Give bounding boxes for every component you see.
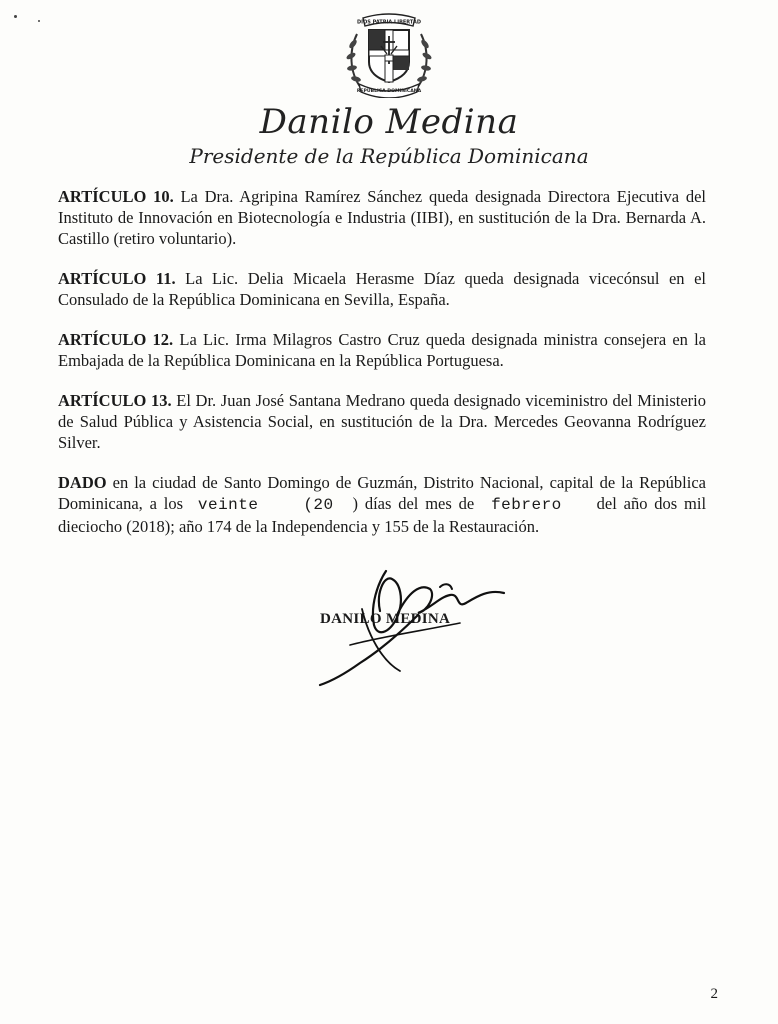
page-number: 2 [710, 986, 718, 1002]
article-label: ARTÍCULO 12. [58, 330, 174, 349]
article-paragraph [58, 186, 706, 249]
signer-name: DANILO MEDINA [320, 611, 451, 627]
seal-banner: REPÚBLICA DOMINICANA [356, 89, 422, 94]
article-label: ARTÍCULO 13. [58, 391, 172, 410]
typed-day-number: (20 [303, 496, 334, 514]
article-label: ARTÍCULO 11. [58, 269, 176, 288]
seal-motto: DIOS PATRIA LIBERTAD [357, 19, 421, 26]
article-text: La Dra. Agripina Ramírez Sánchez queda designada Directora Ejecutiva del Instituto de Innovación en Biotecnología e Industria (IIBI), en sustitución de la Dra. Bernarda A. Castillo (retiro voluntario). [58, 187, 706, 248]
letterhead-name: Danilo Medina [259, 102, 519, 142]
letterhead-title: Presidente de la República Dominicana [189, 144, 589, 168]
dado-text-after: del año dos mil dieciocho (2018); año 174 de la Independencia y 155 de la Restauración. [58, 494, 707, 536]
article-text: El Dr. Juan José Santana Medrano queda designado viceministro del Ministerio de Salud Pública y Asistencia Social, en sustitución de la Dra. Mercedes Geovanna Rodríguez Silver. [58, 391, 706, 452]
article-text: La Lic. Irma Milagros Castro Cruz queda designada ministra consejera en la Embajada de la República Dominicana en la República Portuguesa. [58, 330, 706, 370]
dado-paragraph [58, 472, 706, 537]
dado-text-middle: ) días del mes de [352, 494, 475, 513]
article-paragraph [58, 329, 706, 371]
article-label: ARTÍCULO 10. [58, 187, 174, 206]
typed-day-word: veinte [197, 496, 259, 514]
article-paragraph [58, 390, 706, 453]
document-body [58, 186, 706, 556]
dado-label: DADO [58, 473, 107, 492]
handwritten-signature [290, 553, 530, 693]
letterhead [0, 10, 778, 168]
coat-of-arms-seal [341, 10, 437, 98]
dado-text-before: en la ciudad de Santo Domingo de Guzmán, Distrito Nacional, capital de la República Dominicana, a los [58, 473, 706, 513]
typed-month: febrero [491, 496, 562, 514]
signature-block [290, 553, 530, 693]
article-text: La Lic. Delia Micaela Herasme Díaz queda designada vicecónsul en el Consulado de la República Dominicana en Sevilla, España. [58, 269, 706, 309]
article-paragraph [58, 268, 706, 310]
